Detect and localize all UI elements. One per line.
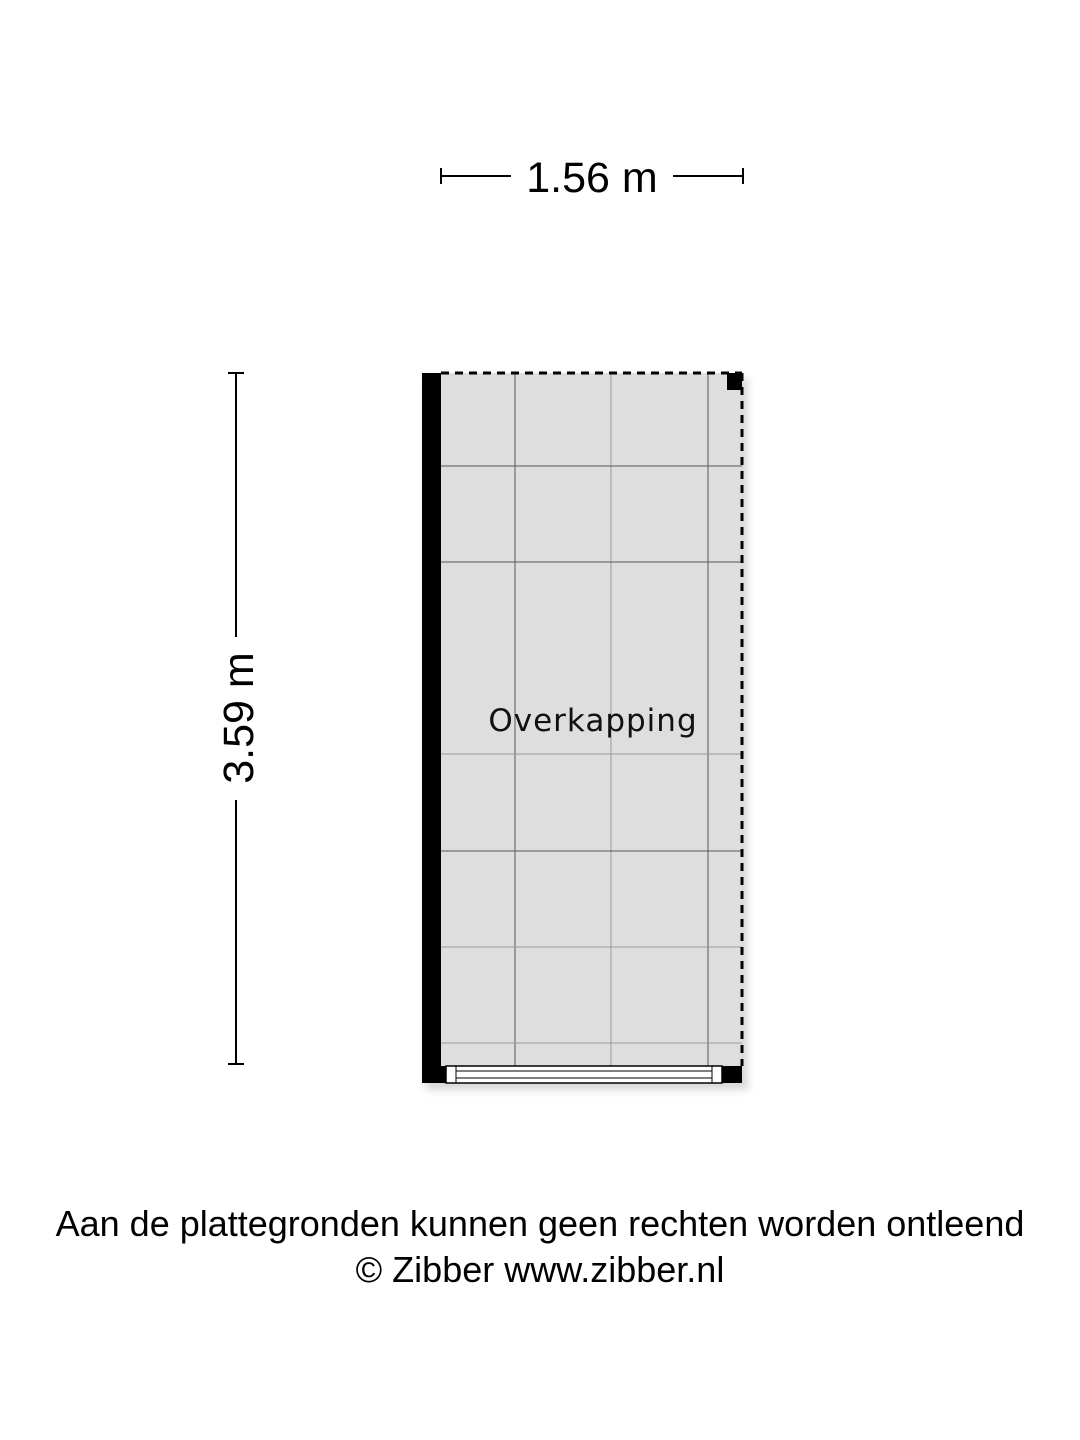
copyright-text: © Zibber www.zibber.nl <box>355 1249 725 1290</box>
bottom-wall-right <box>722 1066 742 1083</box>
width-dimension <box>441 154 743 202</box>
left-wall <box>422 373 441 1083</box>
window <box>446 1066 722 1083</box>
height-label: 3.59 m <box>215 652 263 784</box>
disclaimer-text: Aan de plattegronden kunnen geen rechten worden ontleend <box>55 1203 1025 1244</box>
width-label: 1.56 m <box>526 154 658 202</box>
height-dimension <box>215 373 263 1064</box>
bottom-wall-left <box>422 1066 446 1083</box>
room-label: Overkapping <box>488 703 698 739</box>
corner-post <box>727 373 742 390</box>
room-overkapping <box>422 373 748 1090</box>
